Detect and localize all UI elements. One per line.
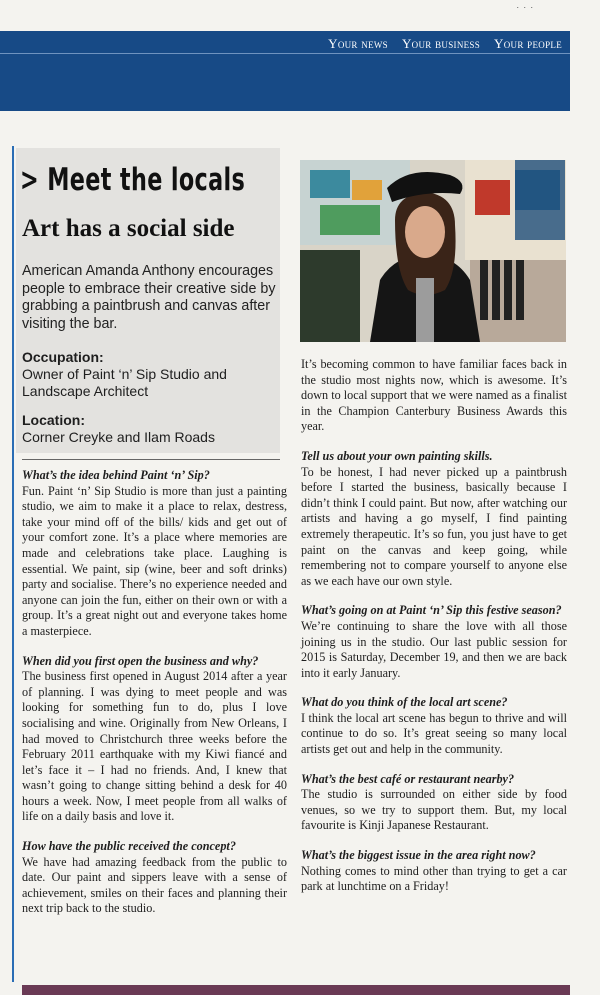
corner-mark: . . . — [516, 0, 534, 10]
qa-answer: I think the local art scene has begun to thrive and will continue to do so. It’s great seeing so many local artists get out and help in the community. — [301, 710, 567, 757]
qa-question: Tell us about your own painting skills. — [301, 448, 493, 463]
qa-answer: The studio is surrounded on either side by food venues, so we try to support them. But, my local favourite is Kinji Japanese Restaurant. — [301, 787, 567, 833]
continued-text — [301, 357, 567, 435]
section-kicker: > Meet the locals — [20, 162, 246, 198]
location-label: Location: — [22, 412, 85, 428]
qa-item — [301, 772, 567, 834]
article-standfirst: American Amanda Anthony encourages people to embrace their creative side by grabbing a paintbrush and canvas after visiting the bar. — [22, 263, 276, 332]
qa-question: What do you think of the local art scene? — [301, 695, 508, 710]
qa-question: What’s the best café or restaurant nearby? — [301, 771, 515, 786]
qa-answer: The business first opened in August 2014 after a year of planning. I was dying to meet people and was looking for something fun to do, plus I love socialising and wine. Originally from New Orleans, I had moved to Christchurch three weeks before the February 2011 earthquake with my Kiwi fiancé and let’s face it – I had no friends. And, I knew that wasn’t going to change sitting behind a desk for 40 hours a week. Now, I meet people from all walks of life on a daily basis and love it. — [22, 669, 287, 824]
portrait-photo — [300, 160, 566, 342]
qa-answer: To be honest, I had never picked up a paintbrush before I started the business, basically because I didn’t think I could paint. But now, after watching our artists and having a go myself, I find painting extremely therapeutic. It’s so fun, you just have to get paint on the canvas and keep going, while remembering not to compare yourself to anyone else as we each have our own style. — [301, 464, 567, 588]
qa-question: What’s going on at Paint ‘n’ Sip this festive season? — [301, 603, 562, 618]
occupation-block — [22, 349, 280, 400]
article-headline: Art has a social side — [22, 215, 235, 242]
nav-your-business[interactable]: Your business — [401, 36, 481, 51]
qa-answer: Fun. Paint ‘n’ Sip Studio is more than just a painting studio, we aim to make it a place to relax, destress, take your mind off of the bills/ kids and get out of your comfort zone. It’s a place where memories are made and celebrations take place. Laughing is essential. We paint, sip (wine, beer and soft drinks) party and socialise. There’s no experience needed and anyone can join the fun, either on their own or with a group. It’s a great night out and everyone takes home a masterpiece. — [22, 483, 287, 638]
qa-item — [22, 468, 287, 640]
section-header — [0, 31, 570, 111]
right-qa-column — [301, 357, 567, 909]
qa-item — [301, 695, 567, 757]
qa-item — [301, 449, 567, 589]
qa-item — [22, 839, 287, 917]
qa-question: What’s the biggest issue in the area right now? — [301, 848, 536, 863]
location-block — [22, 412, 280, 446]
left-divider — [22, 459, 280, 460]
qa-answer: Nothing comes to mind other than trying to get a car park at lunchtime on a Friday! — [301, 863, 567, 894]
header-rule — [0, 53, 570, 54]
nav-your-news[interactable]: Your news — [328, 36, 388, 51]
continued-paragraph: It’s becoming common to have familiar faces back in the studio most nights now, which is awesome. It’s down to local support that we were named as a finalist in the Champion Canterbury Business Awards this year. — [301, 357, 567, 434]
portrait-illustration — [300, 160, 566, 342]
qa-answer: We have had amazing feedback from the public to date. Our paint and sippers leave with a sense of achievement, smiles on their faces and planning their next trip back to the studio. — [22, 854, 287, 916]
left-margin-ad-edge — [0, 146, 14, 982]
section-nav — [328, 36, 562, 52]
qa-question: When did you first open the business and why? — [22, 653, 259, 668]
left-qa-column — [22, 468, 287, 931]
occupation-label: Occupation: — [22, 349, 104, 365]
qa-item — [301, 603, 567, 681]
qa-question: How have the public received the concept? — [22, 839, 236, 854]
qa-question: What’s the idea behind Paint ‘n’ Sip? — [22, 468, 210, 482]
qa-item — [301, 848, 567, 895]
footer-bar — [22, 985, 570, 995]
qa-answer: We’re continuing to share the love with all those joining us in the studio. Our last public session for 2015 is Saturday, December 19, and then we are back into it early January. — [301, 618, 567, 680]
qa-item — [22, 654, 287, 826]
location-value: Corner Creyke and Ilam Roads — [22, 429, 215, 445]
nav-your-people[interactable]: Your people — [494, 36, 562, 51]
occupation-value: Owner of Paint ‘n’ Sip Studio and Landscape Architect — [22, 366, 227, 399]
